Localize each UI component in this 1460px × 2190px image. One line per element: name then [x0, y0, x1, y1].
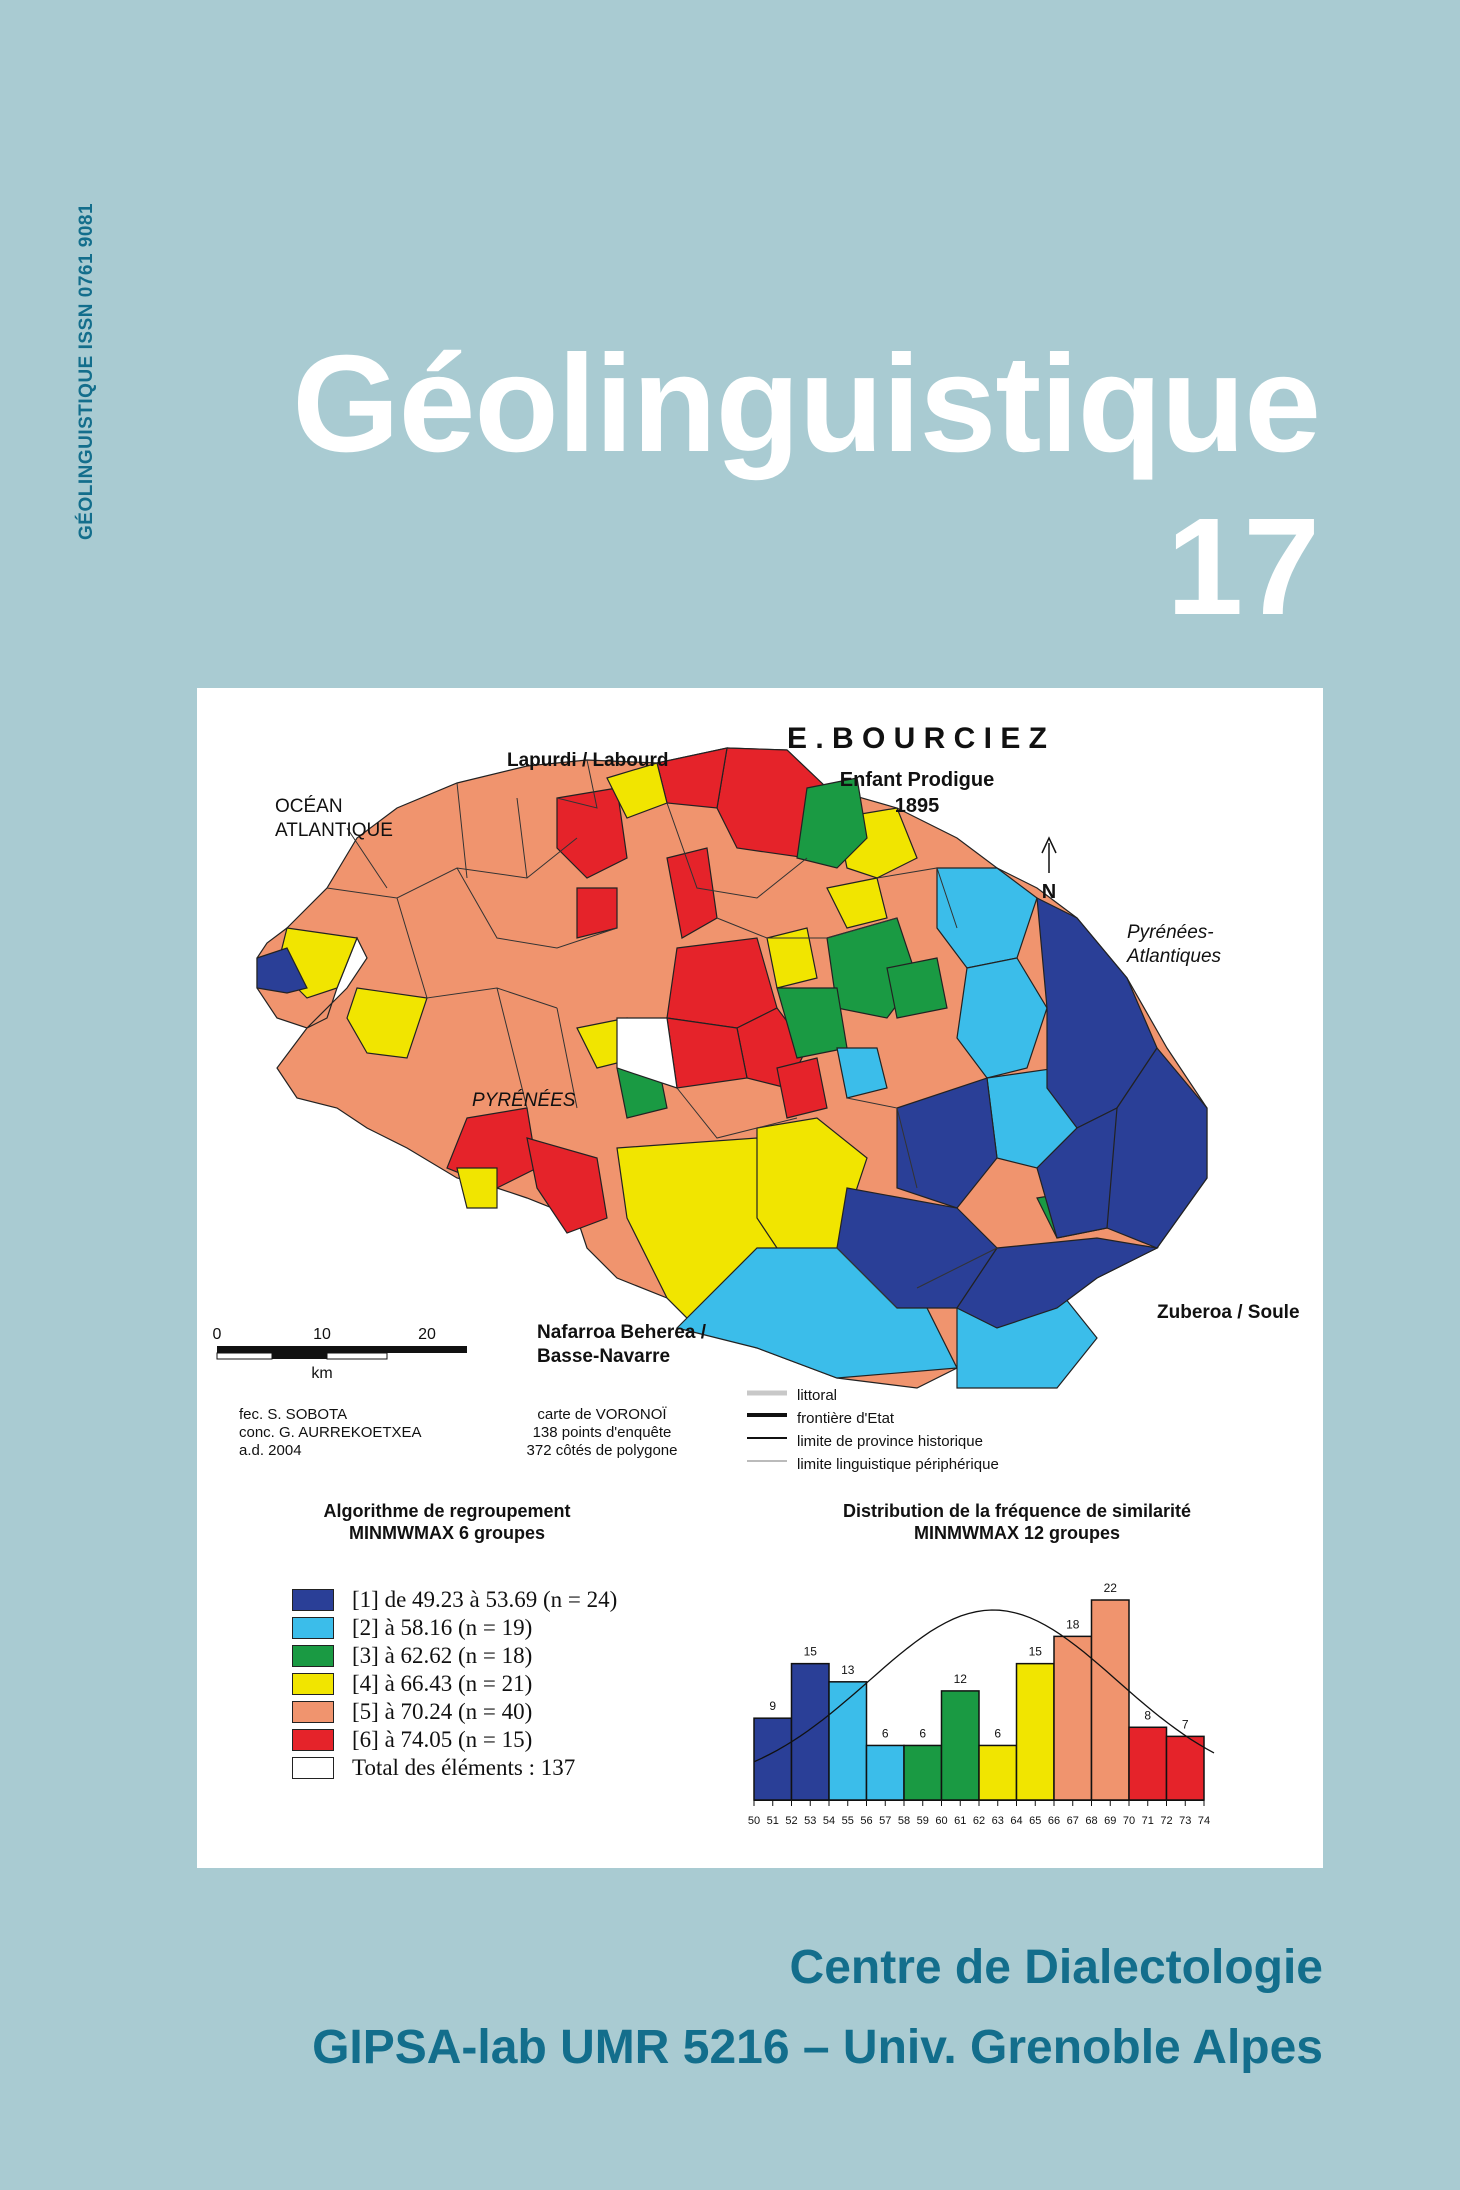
x-tick-label: 64 — [1010, 1815, 1023, 1827]
x-tick-label: 53 — [804, 1815, 817, 1827]
histogram-chart — [748, 1581, 1214, 1827]
svg-text:10: 10 — [313, 1326, 331, 1343]
legend-swatch — [292, 1617, 334, 1639]
bar-value-label: 6 — [881, 1726, 889, 1741]
x-tick-label: 57 — [879, 1815, 892, 1827]
x-tick-label: 71 — [1141, 1815, 1154, 1827]
bar-value-label: 15 — [1028, 1644, 1042, 1659]
bar-value-label: 8 — [1144, 1708, 1152, 1723]
legend-title: Algorithme de regroupement MINMWMAX 6 groupes — [323, 1501, 571, 1543]
legend-item: [2] à 58.16 (n = 19) — [292, 1614, 617, 1642]
x-tick-label: 60 — [935, 1815, 948, 1827]
x-tick-label: 74 — [1197, 1815, 1211, 1827]
bar-value-label: 6 — [994, 1726, 1002, 1741]
label-pyrenees: PYRÉNÉES — [472, 1090, 576, 1111]
bar — [867, 1745, 905, 1800]
issue-number: 17 — [1166, 490, 1320, 644]
bar — [904, 1745, 942, 1800]
bar-value-label: 18 — [1066, 1617, 1080, 1632]
x-tick-label: 55 — [841, 1815, 854, 1827]
bar — [1054, 1636, 1092, 1800]
x-tick-label: 59 — [916, 1815, 929, 1827]
bar-value-label: 12 — [953, 1671, 967, 1686]
legend-item: [6] à 74.05 (n = 15) — [292, 1726, 617, 1754]
bar — [1092, 1600, 1130, 1800]
spine-label: GÉOLINGUISTIQUE ISSN 0761 9081 — [76, 202, 97, 540]
map-subtitle: Enfant Prodigue — [839, 769, 995, 791]
x-tick-label: 61 — [954, 1815, 967, 1827]
bar — [1017, 1664, 1055, 1800]
x-tick-label: 51 — [766, 1815, 779, 1827]
svg-text:km: km — [311, 1365, 333, 1382]
x-tick-label: 66 — [1047, 1815, 1061, 1827]
legend-item: [4] à 66.43 (n = 21) — [292, 1670, 617, 1698]
svg-text:20: 20 — [418, 1326, 436, 1343]
x-tick-label: 73 — [1179, 1815, 1192, 1827]
bar-value-label: 9 — [769, 1699, 777, 1714]
bar — [1129, 1727, 1167, 1800]
x-tick-label: 54 — [822, 1815, 836, 1827]
journal-title: Géolinguistique — [292, 327, 1320, 481]
figure-panel — [197, 688, 1323, 1868]
legend-item: [3] à 62.62 (n = 18) — [292, 1642, 617, 1670]
credits: fec. S. SOBOTA conc. G. AURREKOETXEA a.d. 2004 — [239, 1406, 422, 1459]
bar-value-label: 7 — [1181, 1717, 1189, 1732]
x-tick-label: 56 — [860, 1815, 873, 1827]
svg-text:N: N — [1041, 881, 1057, 903]
x-tick-label: 52 — [785, 1815, 798, 1827]
x-tick-label: 62 — [972, 1815, 986, 1827]
bar — [1167, 1736, 1205, 1800]
x-tick-label: 65 — [1029, 1815, 1042, 1827]
line-legend-labels: littoral frontière d'Etat limite de province historique limite linguistique périphérique — [797, 1387, 999, 1473]
footer-line-2: GIPSA-lab UMR 5216 – Univ. Grenoble Alpes — [312, 2021, 1323, 2074]
legend-item: [5] à 70.24 (n = 40) — [292, 1698, 617, 1726]
x-tick-label: 70 — [1122, 1815, 1136, 1827]
map-author: E . B O U R C I E Z — [786, 722, 1048, 755]
x-tick-label: 50 — [747, 1815, 761, 1827]
x-tick-label: 58 — [897, 1815, 911, 1827]
label-labourd: Lapurdi / Labourd — [507, 750, 669, 771]
spine-text — [40, 80, 100, 540]
bar — [942, 1691, 980, 1800]
bar-value-label: 22 — [1103, 1581, 1117, 1595]
cluster-legend — [292, 1586, 617, 1782]
voronoi-map — [257, 748, 1207, 1388]
legend-swatch — [292, 1589, 334, 1611]
x-tick-label: 67 — [1066, 1815, 1079, 1827]
svg-text:0: 0 — [212, 1326, 222, 1343]
legend-item: [1] de 49.23 à 53.69 (n = 24) — [292, 1586, 617, 1614]
legend-swatch — [292, 1757, 334, 1779]
x-tick-label: 68 — [1085, 1815, 1098, 1827]
line-legend — [747, 1393, 787, 1461]
histogram-title: Distribution de la fréquence de similarité MINMWMAX 12 groupes — [842, 1501, 1192, 1543]
bar-value-label: 15 — [803, 1644, 817, 1659]
legend-item: Total des éléments : 137 — [292, 1754, 617, 1782]
legend-swatch — [292, 1701, 334, 1723]
legend-swatch — [292, 1645, 334, 1667]
legend-swatch — [292, 1673, 334, 1695]
label-ocean-2: ATLANTIQUE — [275, 820, 393, 841]
bar — [792, 1664, 830, 1800]
label-pyrenees-atl-2: Atlantiques — [1127, 946, 1222, 967]
north-arrow-icon — [1042, 838, 1056, 903]
label-pyrenees-atl-1: Pyrénées- — [1127, 922, 1214, 943]
bar-value-label: 6 — [919, 1726, 927, 1741]
map-year: 1895 — [894, 795, 940, 817]
label-soule: Zuberoa / Soule — [1157, 1302, 1300, 1323]
scale-bar — [213, 1326, 467, 1382]
label-navarre-2: Basse-Navarre — [537, 1346, 671, 1367]
footer-line-1: Centre de Dialectologie — [789, 1941, 1323, 1994]
x-tick-label: 72 — [1160, 1815, 1173, 1827]
voronoi-info: carte de VORONOÏ 138 points d'enquête 372 côtés de polygone — [526, 1406, 678, 1459]
x-tick-label: 63 — [991, 1815, 1004, 1827]
label-ocean-1: OCÉAN — [275, 796, 343, 817]
label-navarre-1: Nafarroa Beherea / — [537, 1322, 706, 1343]
legend-swatch — [292, 1729, 334, 1751]
bar-value-label: 13 — [841, 1662, 855, 1677]
bar — [979, 1745, 1017, 1800]
x-tick-label: 69 — [1104, 1815, 1117, 1827]
